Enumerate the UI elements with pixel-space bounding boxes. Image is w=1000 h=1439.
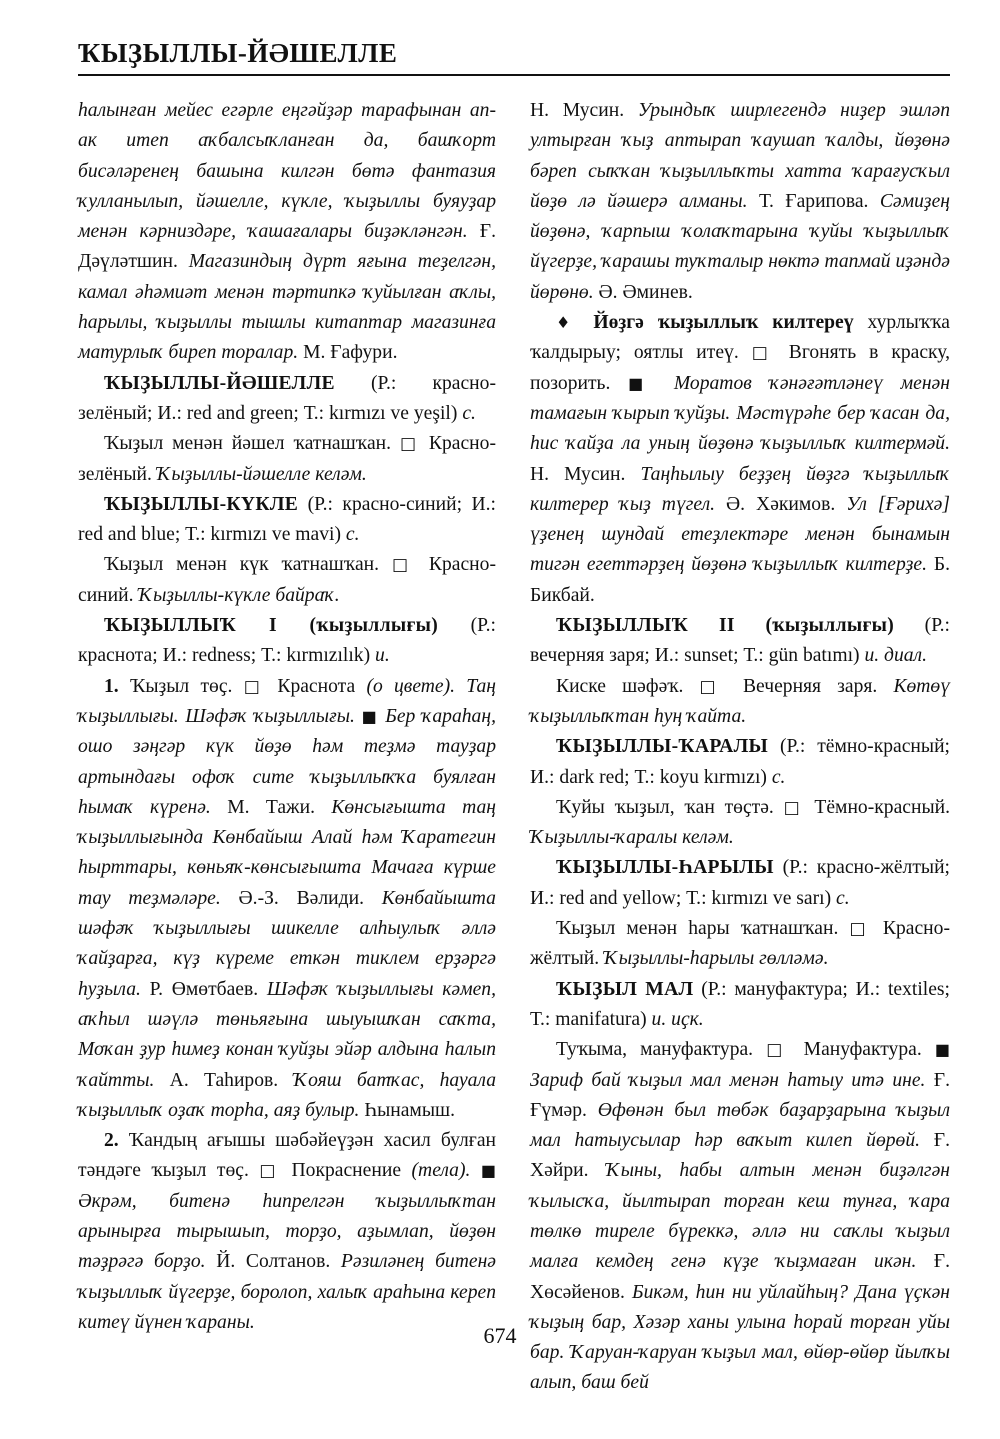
open-square-icon: □ xyxy=(243,676,267,697)
running-title: ҠЫҘЫЛЛЫ-ЙӘШЕЛЛЕ xyxy=(78,38,398,68)
example: Ҡыҙыллы-һарылы гөлләмә. xyxy=(604,948,829,970)
filled-square-icon: ■ xyxy=(361,706,379,726)
example: Ҡыҙыллы-күкле байраҡ. xyxy=(138,584,340,606)
sense xyxy=(78,1126,496,1338)
russian-translation: Вгонять в краску, позорить. xyxy=(530,342,950,394)
definition xyxy=(78,429,496,490)
grammar-note: (Р.: мануфактура; И.: textiles; Т.: manifatura) xyxy=(530,978,950,1030)
open-square-icon: □ xyxy=(849,919,872,940)
dictionary-entry xyxy=(78,611,496,672)
definition-text: хурлыҡҡа ҡалдырыу; оятлы итеү. xyxy=(530,312,951,364)
part-of-speech: с. xyxy=(771,766,786,788)
author: Ғ. Хөсәйенов. xyxy=(530,1251,950,1303)
header-rule xyxy=(78,74,950,76)
example: Көтөү ҡыҙыллыҡтан һуң ҡайта. xyxy=(530,675,951,727)
definition xyxy=(530,672,950,733)
russian-translation: Красно-синий. xyxy=(78,554,496,606)
quote: Ҡыны, һабы алтын менән биҙәлгән ҡылысҡа, йылтырап торған кеш тунға, ҡара төлкө тиреле бүреккә, әллә ни саҡлы ҡыҙыл малға кемдең генә күҙе ҡыҙмаған икән. xyxy=(530,1160,950,1273)
quote: Урындыҡ ширлегендә ниҙер эшләп ултырған ҡыҙ аптырап ҡаушап ҡалды, йөҙөнә бәреп сыҡҡан ҡыҙыллыҡты хатта ҡарағусҡыл йөҙө лә йәшерә алманы. xyxy=(530,100,950,212)
dictionary-entry xyxy=(78,490,496,551)
author: Ғ. Дәүләтшин. xyxy=(78,221,496,273)
part-of-speech: и. диал. xyxy=(864,645,927,667)
example: Ҡыҙыллы-ҡаралы келәм. xyxy=(530,827,734,849)
diamond-icon: ♦ xyxy=(556,313,580,333)
filled-square-icon: ■ xyxy=(480,1161,497,1181)
part-of-speech: с. xyxy=(462,402,476,424)
open-square-icon: □ xyxy=(259,1161,282,1182)
open-square-icon: □ xyxy=(399,434,421,455)
author: Һынамыш. xyxy=(364,1099,455,1121)
idiom-phrase: Йөҙгә ҡыҙыллыҡ килтереү xyxy=(593,312,854,334)
headword: ҠЫҘЫЛЛЫ-ҠАРАЛЫ xyxy=(556,736,769,758)
idiom-entry xyxy=(530,308,950,611)
grammar-note: (Р.: красно-зелёный; И.: red and green; Т.: kırmızı ve yeşil) xyxy=(78,372,496,424)
definition-text: Ҡандың ағышы шәбәйеүҙән хасил булған тәндәге ҡыҙыл төҫ. xyxy=(78,1130,497,1182)
quote: һалынған мейес егәрле еңгәйҙәр тарафынан ап-ак итеп аҡбалсыҡланған да, башҡорт бисәләренең башына килгән бөтә фантазия ҡулланылып, йәшелле, күкле, ҡыҙыллы буяуҙар менән кәрниздәре, ҡашағалары биҙәкләнгән. xyxy=(78,100,496,243)
open-square-icon: □ xyxy=(751,343,776,364)
dictionary-entry xyxy=(78,369,496,430)
russian-translation: Тёмно-красный. xyxy=(814,796,950,818)
headword-form: (ҡыҙыллығы) xyxy=(765,615,895,637)
author: А. Таһиров. xyxy=(169,1069,279,1091)
definition xyxy=(78,550,496,611)
definition-text: Ҡыҙыл менән һары ҡатнашҡан. xyxy=(556,918,839,940)
quote: Рәзиләнең битенә ҡыҙыллыҡ йүгерҙе, боролоп, халыҡ араһына кереп китеү йүнен ҡараны. xyxy=(78,1251,496,1333)
author: Р. Өмөтбаев. xyxy=(149,978,259,1000)
quote: Зариф бай ҡыҙыл мал менән һатыу итә ине. xyxy=(530,1069,926,1091)
quote: Көнбайышта шәфәҡ ҡыҙыллығы шикелле алһыулыҡ әллә ҡайҙарға, күҙ күреме еткән тиклем ерҙәргә һуҙыла. xyxy=(78,887,496,1000)
russian-note: (тела). xyxy=(411,1160,471,1182)
quote: Ул [Ғәрихә] үҙенең шундай етеҙлектәре менән бынамын тигән егеттәрҙең йөҙөнә ҡыҙыллыҡ килтерҙе. xyxy=(530,493,951,576)
paragraph xyxy=(530,96,950,308)
definition xyxy=(530,914,950,975)
example: Таң ҡыҙыллығы. Шәфәҡ ҡыҙыллығы. xyxy=(78,675,497,727)
left-column xyxy=(78,96,497,1333)
definition-text: Туҡыма, мануфактура. xyxy=(556,1039,754,1061)
grammar-note: (Р.: красно-синий; И.: red and blue; Т.: kırmızı ve mavi) xyxy=(78,493,496,546)
definition xyxy=(530,793,950,854)
sense-number: 2. xyxy=(104,1130,119,1152)
open-square-icon: □ xyxy=(391,555,417,576)
right-column xyxy=(530,96,951,1394)
russian-translation: Красно-зелёный. xyxy=(78,433,496,485)
headword: ҠЫҘЫЛЛЫ-КҮКЛЕ xyxy=(104,493,299,515)
quote: Бикәм, һин ни уйлайһың? Дана үҫкән ҡыҙың бар, Хәзәр ханы улына һорай торған уйы бар. Ҡаруан-ҡаруан ҡыҙыл мал, өйөр-өйөр йылҡы алып, баш бей xyxy=(530,1281,950,1394)
quote: Шәфәҡ ҡыҙыллығы кәмеп, аҡһыл шәүлә төньяғына шыуышҡан саҡта, Моҡан ҙур һимеҙ конан ҡуйҙы эйәр алдына һалып ҡайтты. xyxy=(78,978,497,1091)
headword: ҠЫҘЫЛ МАЛ xyxy=(556,978,694,1000)
page-number: 674 xyxy=(483,1323,517,1348)
quote: Өфөнән был төбәк баҙарҙарына ҡыҙыл мал һатыусылар һәр ваҡыт килеп йөрөй. xyxy=(530,1099,950,1152)
dictionary-entry xyxy=(530,975,950,1036)
russian-translation: Мануфактура. xyxy=(803,1039,922,1061)
author: Ғ. Ғүмәр. xyxy=(530,1069,950,1121)
author: Й. Солтанов. xyxy=(216,1251,331,1273)
author: М. Ғафури. xyxy=(303,342,398,364)
russian-translation: Красно-жёлтый. xyxy=(530,918,950,970)
dictionary-entry xyxy=(530,853,950,914)
headword: ҠЫҘЫЛЛЫ-ҺАРЫЛЫ xyxy=(556,857,774,879)
author: Ә. Хәкимов. xyxy=(726,493,836,515)
part-of-speech: и. xyxy=(375,645,390,667)
headword: ҠЫҘЫЛЛЫҠ I xyxy=(104,615,277,637)
grammar-note: (Р.: красно-жёлтый; И.: red and yellow; Т.: kırmızı ve sarı) xyxy=(530,857,950,909)
grammar-note: (Р.: тёмно-красный; И.: dark red; Т.: koyu kırmızı) xyxy=(530,736,950,788)
quote: Ҡояш батҡас, һауала ҡыҙыллыҡ оҙаҡ торһа, аяҙ булыр. xyxy=(78,1069,497,1121)
part-of-speech: и. иҫк. xyxy=(651,1008,704,1030)
definition-text: Ҡуйы ҡыҙыл, ҡан төҫтә. xyxy=(556,796,774,818)
author: М. Тажи. xyxy=(227,796,315,818)
author: Н. Мусин. xyxy=(530,463,626,485)
headword: ҠЫҘЫЛЛЫ-ЙӘШЕЛЛЕ xyxy=(104,372,335,394)
open-square-icon: □ xyxy=(783,797,805,818)
grammar-note: (Р.: вечерняя заря; И.: sunset; Т.: gün batımı) xyxy=(530,615,950,667)
part-of-speech: с. xyxy=(345,524,360,546)
filled-square-icon: ■ xyxy=(934,1040,950,1060)
definition-text: Ҡыҙыл менән күк ҡатнашҡан. xyxy=(104,554,380,576)
quote: Көнсығышта таң ҡыҙыллығында Көнбайыш Алай һәм Ҡаратегин һырттары, көньяҡ-көнсығышта Мачаға күрше тау теҙмәләре. xyxy=(78,796,496,909)
author: Н. Мусин. xyxy=(530,100,625,121)
dictionary-entry xyxy=(530,732,950,793)
sense xyxy=(78,672,496,1126)
quote: Әкрәм, битенә һипрелгән ҡыҙыллыҡтан арынырға тырышып, торҙо, аҙымлап, йөҙөн тәҙрәгә борҙо. xyxy=(78,1190,496,1273)
author: Б. Бикбай. xyxy=(530,554,950,606)
open-square-icon: □ xyxy=(699,676,727,697)
quote: Магазиндың дүрт яғына теҙелгән, камал әһәмиәт менән тәртипкә ҡуйылған аҡлы, һарылы, ҡыҙыллы тышлы китаптар магазинға матурлыҡ биреп торалар. xyxy=(78,251,496,364)
headword-form: (ҡыҙыллығы) xyxy=(309,615,439,637)
paragraph xyxy=(78,96,496,369)
filled-square-icon: ■ xyxy=(628,373,657,393)
author: Т. Ғарипова. xyxy=(758,190,869,212)
quote: Моратов ҡәнәғәтләнеү менән тамағын ҡырып ҡуйҙы. Мәстүрәһе бер ҡасан да, һис ҡайҙа ла уның йөҙөнә ҡыҙыллыҡ килтермәй. xyxy=(530,372,950,455)
author: Ғ. Хәйри. xyxy=(530,1130,950,1182)
quote: Бер ҡараһаң, ошо зәңгәр күк йөҙө һәм теҙмә тауҙар артындағы офоҡ сите ҡыҙыллыҡҡа буялған һымаҡ күренә. xyxy=(78,705,496,818)
open-square-icon: □ xyxy=(766,1040,791,1061)
russian-translation: Вечерняя заря. xyxy=(742,675,878,697)
part-of-speech: с. xyxy=(836,887,850,909)
sense-number: 1. xyxy=(104,675,119,697)
russian-note: (о цвете). xyxy=(366,675,456,697)
author: Ә.-З. Вәлиди. xyxy=(238,887,364,909)
russian-translation: Краснота xyxy=(277,675,356,697)
example: Ҡыҙыллы-йәшелле келәм. xyxy=(156,463,367,485)
definition-text: Ҡыҙыл төҫ. xyxy=(129,675,233,697)
definition-text: Ҡыҙыл менән йәшел ҡатнашҡан. xyxy=(104,433,392,455)
author: Ә. Әминев. xyxy=(598,281,693,303)
quote: Сәмиҙең йөҙөнә, ҡарпыш ҡолаҡтарына ҡуйы ҡыҙыллыҡ йүгерҙе, ҡарашы туҡталыр нөктә тапмай иҙәндә йөрөнө. xyxy=(530,190,950,303)
grammar-note: (Р.: краснота; И.: redness; Т.: kırmızılık) xyxy=(78,615,496,667)
definition-text: Киске шәфәҡ. xyxy=(556,675,684,697)
quote: Таңһылыу беҙҙең йөҙгә ҡыҙыллыҡ килтерер ҡыҙ түгел. xyxy=(530,463,950,515)
headword: ҠЫҘЫЛЛЫҠ II xyxy=(556,615,735,637)
dictionary-entry xyxy=(530,611,950,672)
russian-translation: Покраснение xyxy=(291,1160,402,1182)
